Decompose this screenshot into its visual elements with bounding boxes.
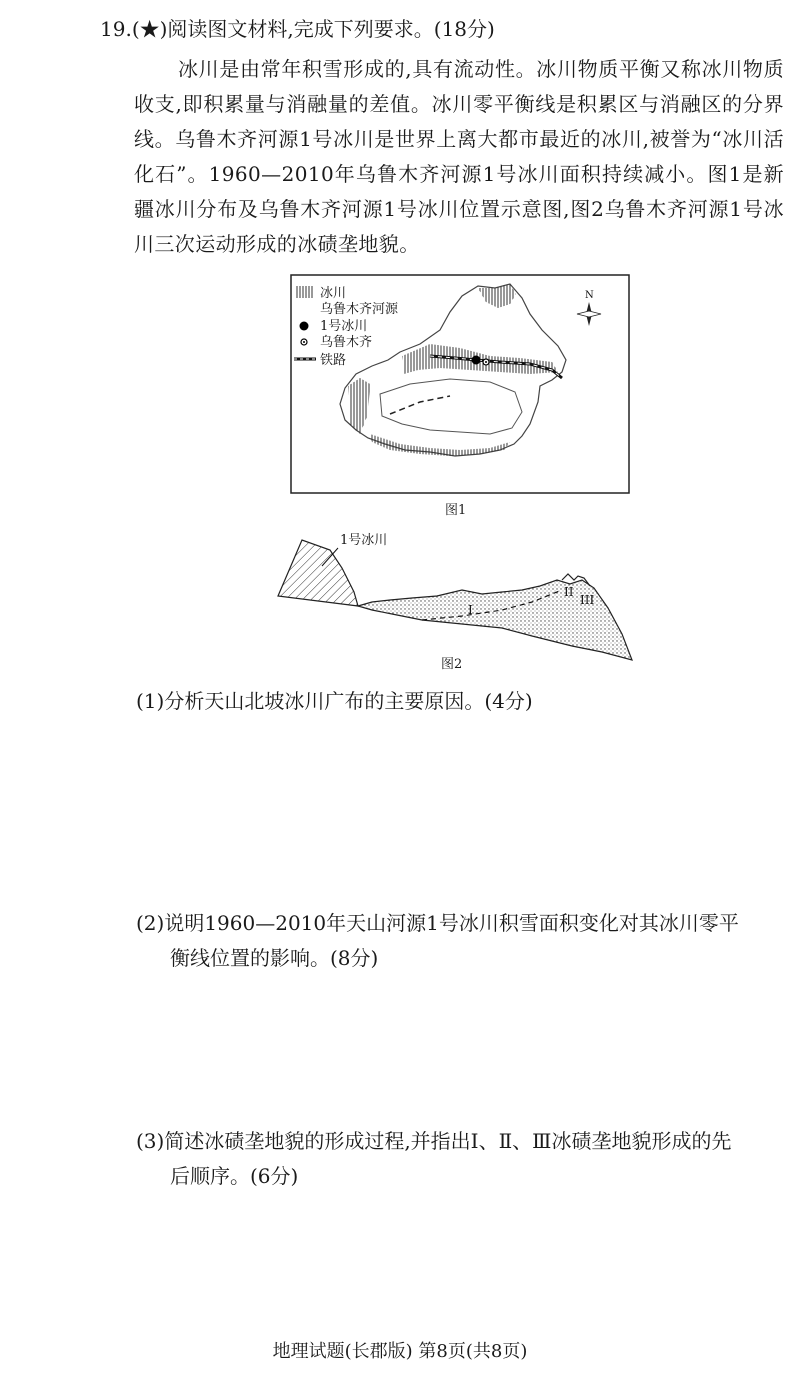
question-title: (★)阅读图文材料,完成下列要求。(18分) (131, 17, 495, 41)
moraine-label-II: II (564, 585, 574, 599)
sub-question-3-line2: 后顺序。(6分) (170, 1164, 299, 1188)
page-footer: 地理试题(长郡版) 第8页(共8页) (272, 1341, 528, 1362)
material-text: 冰川是由常年积雪形成的,具有流动性。冰川物质平衡又称冰川物质收支,即积累量与消融量的差值。冰川零平衡线是积累区与消融区的分界线。乌鲁木齐河源1号冰川是世界上离大都市最近的冰川,被誉为“冰川活化石”。1960—2010年乌鲁木齐河源1号冰川面积持续减小。图1是新疆冰川分布及乌鲁木齐河源1号冰川位置示意图,图2乌鲁木齐河源1号冰川三次运动形成的冰碛垄地貌。 (134, 57, 784, 256)
figure1-map (290, 274, 630, 494)
sub-question-1 (136, 684, 786, 719)
moraine-label-I: I (468, 603, 473, 617)
glacier-wedge (278, 540, 358, 606)
figure1-caption: 图1 (445, 503, 467, 518)
sub-question-2 (136, 906, 786, 976)
sub-question-2-line2: 衡线位置的影响。(8分) (170, 946, 379, 970)
legend-source-line2: 1号冰川 (320, 319, 368, 334)
figure2-moraine-profile (272, 528, 642, 668)
question-header (100, 14, 495, 44)
sub-question-1-line1: (1)分析天山北坡冰川广布的主要原因。(4分) (136, 689, 533, 713)
sub-question-3 (136, 1124, 786, 1194)
legend-city: 乌鲁木齐 (320, 335, 373, 350)
material-paragraph (134, 52, 784, 262)
sub-question-3-line1: (3)简述冰碛垄地貌的形成过程,并指出Ⅰ、Ⅱ、Ⅲ冰碛垄地貌形成的先 (136, 1129, 732, 1153)
question-number: 19. (100, 17, 132, 41)
glacier-source-marker (472, 356, 481, 365)
moraine-label-III: III (580, 593, 595, 607)
legend-railway: 铁路 (320, 353, 347, 368)
legend-source-line1: 乌鲁木齐河源 (320, 302, 399, 317)
figure2-caption: 图2 (441, 657, 463, 672)
moraine-body (358, 580, 632, 660)
sub-question-2-line1: (2)说明1960—2010年天山河源1号冰川积雪面积变化对其冰川零平 (136, 911, 739, 935)
legend-glacier: 冰川 (320, 286, 347, 301)
svg-text:N: N (585, 290, 594, 301)
glacier-label: 1号冰川 (340, 533, 388, 548)
